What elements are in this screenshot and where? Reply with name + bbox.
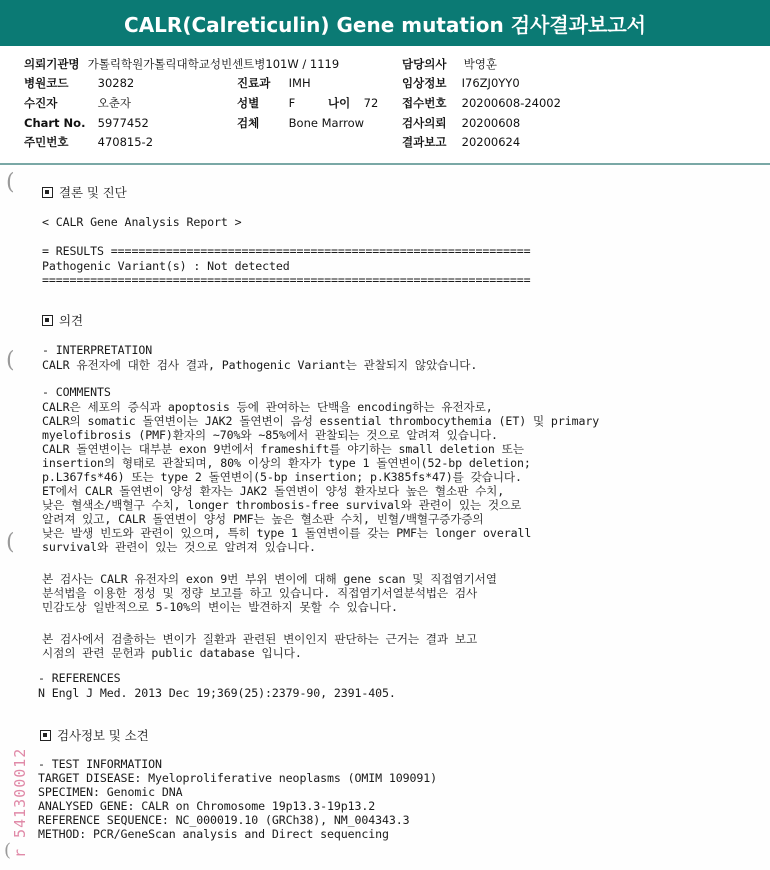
report-date-field: 결과보고 20200624 xyxy=(402,135,521,149)
scanned-report-body xyxy=(0,168,770,870)
method-line: 민감도상 일반적으로 5-10%의 변이는 발견하지 못할 수 있습니다. xyxy=(42,600,398,614)
method-block xyxy=(42,572,497,614)
relevance-line: 시점의 관련 문헌과 public database 입니다. xyxy=(42,646,302,660)
results-end-line: ======================================================================= xyxy=(42,273,531,287)
comment-line: survival와 관련이 있는 것으로 알려져 있습니다. xyxy=(42,540,316,554)
comment-line: CALR 돌연변이는 대부분 exon 9번에서 frameshift를 야기하는 small deletion 또는 xyxy=(42,442,524,456)
test-info-line: ANALYSED GENE: CALR on Chromosome 19p13.3-19p13.2 xyxy=(38,799,376,813)
patient-info-panel xyxy=(0,50,770,162)
comment-line: 낮은 혈색소/백혈구 수치, longer thrombosis-free survival와 관련이 있는 것으로 xyxy=(42,498,522,512)
hospital-code-field: 병원코드 30282 xyxy=(24,76,135,90)
scan-artifact: ( xyxy=(6,170,15,195)
chart-no-field: Chart No. 5977452 xyxy=(24,116,149,130)
comment-line: insertion의 형태로 관찰되며, 80% 이상의 환자가 type 1 돌연변이(52-bp deletion; xyxy=(42,456,531,470)
method-line: 분석법을 이용한 정성 및 정량 보고를 하고 있습니다. 직접염기서열분석법은 검사 xyxy=(42,586,478,600)
conclusion-heading: 결론 및 진단 xyxy=(42,186,127,200)
report-title: CALR(Calreticulin) Gene mutation 검사결과보고서 xyxy=(124,12,646,37)
references-text: N Engl J Med. 2013 Dec 19;369(25):2379-90, 2391-405. xyxy=(38,686,396,700)
barcode-stamp: r 541300012 xyxy=(11,747,29,858)
comments-block xyxy=(42,400,599,554)
comments-label: - COMMENTS xyxy=(42,385,111,399)
scan-artifact: ( xyxy=(6,530,15,555)
comment-line: myelofibrosis (PMF)환자의 ~70%와 ~85%에서 관찰되는 것으로 알려져 있습니다. xyxy=(42,428,498,442)
institution-field: 의뢰기관명 가톨릭학원가톨릭대학교성빈센트병101W / 1119 xyxy=(24,57,340,71)
test-info-line: REFERENCE SEQUENCE: NC_000019.10 (GRCh38), NM_004343.3 xyxy=(38,813,410,827)
opinion-heading: 의견 xyxy=(42,314,83,328)
test-info-block xyxy=(38,771,437,841)
comment-line: 알려져 있고, CALR 돌연변이 양성 PMF는 높은 혈소판 수치, 빈혈/백혈구증가증의 xyxy=(42,512,484,526)
test-info-line: TARGET DISEASE: Myeloproliferative neoplasms (OMIM 109091) xyxy=(38,771,438,785)
resident-no-field: 주민번호 470815-2 xyxy=(24,135,154,149)
request-date-field: 검사의뢰 20200608 xyxy=(402,116,521,130)
relevance-block xyxy=(42,632,477,660)
header-divider xyxy=(0,163,770,165)
test-info-label: - TEST INFORMATION xyxy=(38,757,162,771)
test-info-line: SPECIMEN: Genomic DNA xyxy=(38,785,183,799)
clinical-info-field: 임상정보 I76ZJ0YY0 xyxy=(402,76,520,90)
interpretation-text: CALR 유전자에 대한 검사 결과, Pathogenic Variant는 관찰되지 않았습니다. xyxy=(42,358,478,372)
comment-line: CALR의 somatic 돌연변이는 JAK2 돌연변이 음성 essential thrombocythemia (ET) 및 primary xyxy=(42,414,600,428)
method-line: 본 검사는 CALR 유전자의 exon 9번 부위 변이에 대해 gene scan 및 직접염기서열 xyxy=(42,572,497,586)
scan-artifact: ( xyxy=(6,348,15,373)
references-label: - REFERENCES xyxy=(38,671,121,685)
age-field: 나이 72 xyxy=(328,96,379,110)
results-line: = RESULTS ============================================================= xyxy=(42,244,531,258)
receipt-no-field: 접수번호 20200608-24002 xyxy=(402,96,561,110)
section-bullet-icon xyxy=(42,315,53,326)
report-title-bar xyxy=(0,0,770,46)
testinfo-heading: 검사정보 및 소견 xyxy=(40,729,149,743)
specimen-field: 검체 Bone Marrow xyxy=(237,116,365,130)
comment-line: 낮은 발생 빈도와 관련이 있으며, 특히 type 1 돌연변이를 갖는 PMF는 longer overall xyxy=(42,526,532,540)
comment-line: ET에서 CALR 돌연변이 양성 환자는 JAK2 돌연변이 양성 환자보다 높은 혈소판 수치, xyxy=(42,484,505,498)
scan-artifact: ( xyxy=(4,840,12,861)
doctor-field: 담당의사 박영훈 xyxy=(402,57,497,71)
analysis-title: < CALR Gene Analysis Report > xyxy=(42,215,242,229)
interpretation-label: - INTERPRETATION xyxy=(42,343,153,357)
receiver-field: 수진자 오춘자 xyxy=(24,96,131,110)
sex-field: 성별 F xyxy=(237,96,296,110)
test-info-line: METHOD: PCR/GeneScan analysis and Direct sequencing xyxy=(38,827,389,841)
section-bullet-icon xyxy=(42,187,53,198)
dept-field: 진료과 IMH xyxy=(237,76,311,90)
relevance-line: 본 검사에서 검출하는 변이가 질환과 관련된 변이인지 판단하는 근거는 결과 보고 xyxy=(42,632,478,646)
comment-line: CALR은 세포의 증식과 apoptosis 등에 관여하는 단백을 encoding하는 유전자로, xyxy=(42,400,493,414)
comment-line: p.L367fs*46) 또는 type 2 돌연변이(5-bp insertion; p.K385fs*47)를 갖습니다. xyxy=(42,470,522,484)
pathogenic-result: Pathogenic Variant(s) : Not detected xyxy=(42,259,290,273)
